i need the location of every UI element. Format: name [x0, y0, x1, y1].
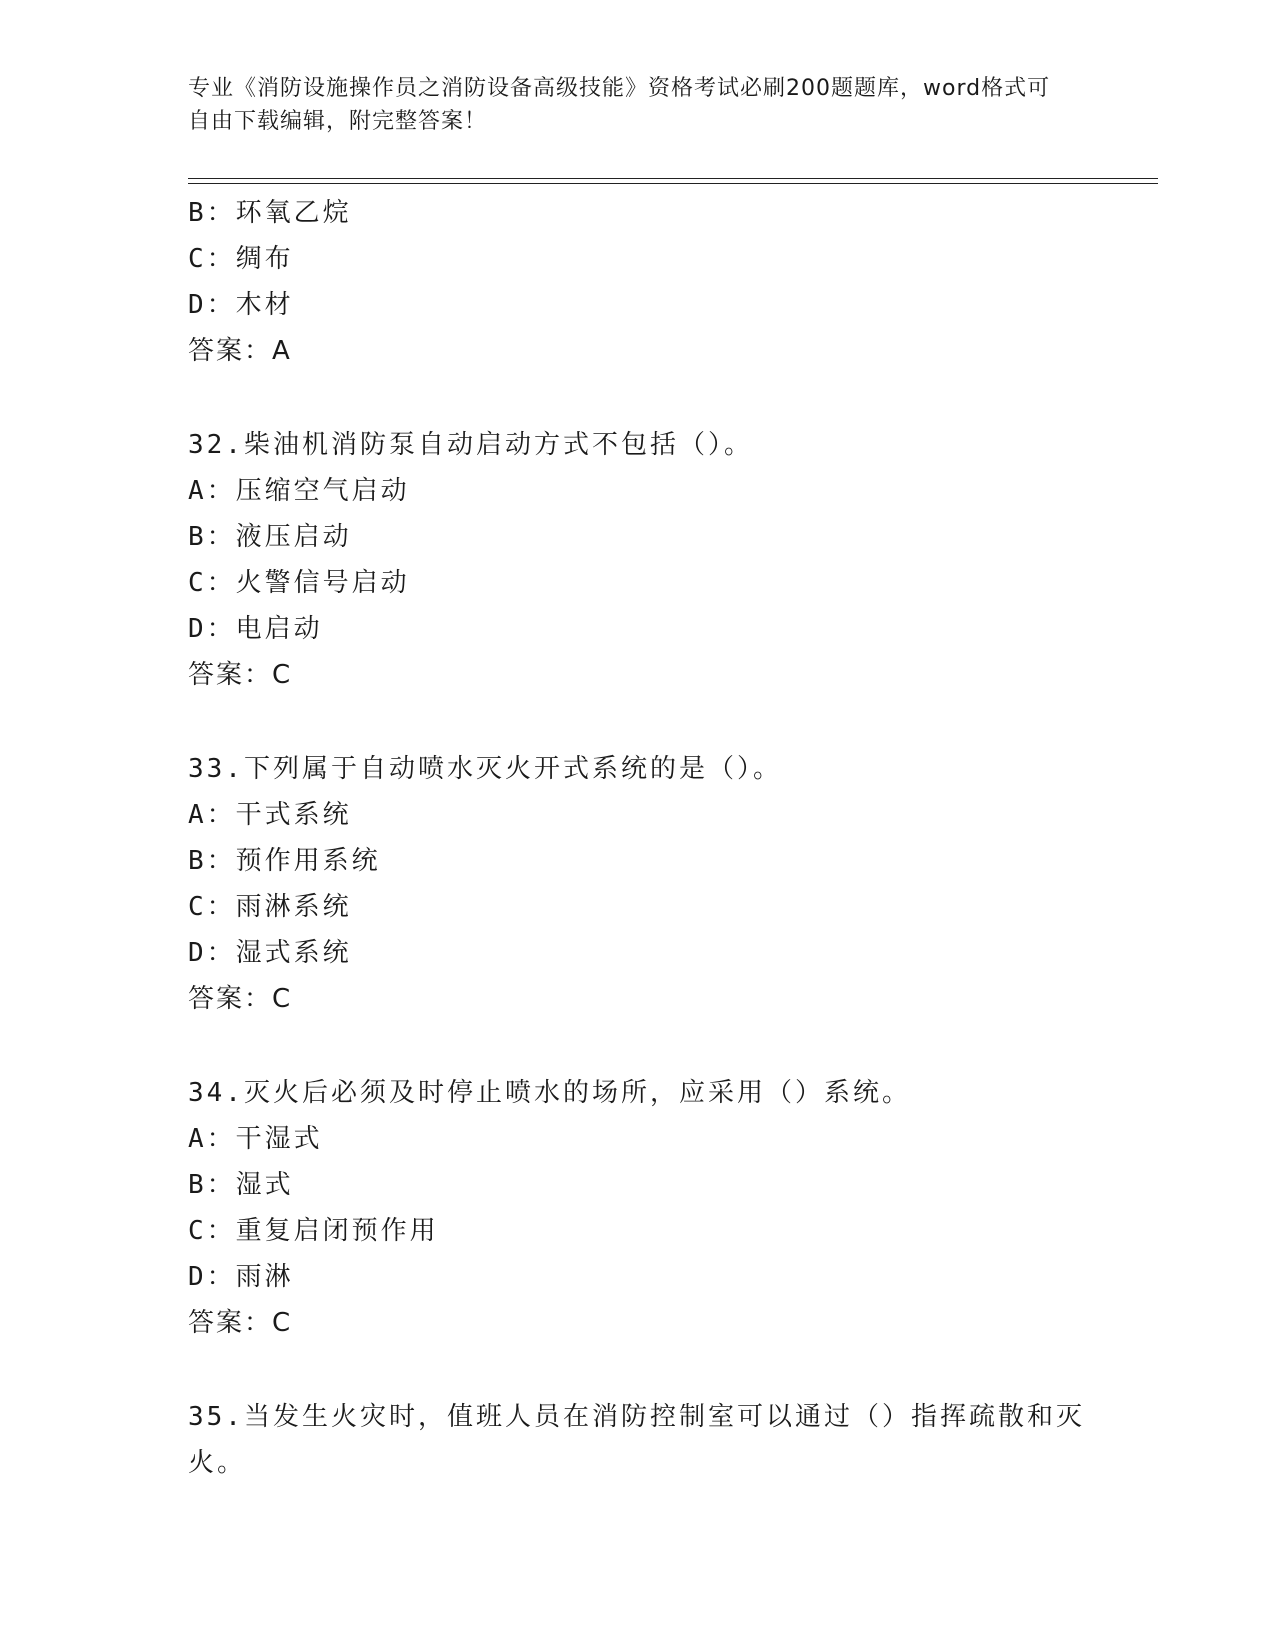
option-c: C：雨淋系统	[188, 892, 352, 922]
option-c: C：火警信号启动	[188, 568, 410, 598]
answer-line: 答案：C	[188, 660, 293, 690]
answer-line: 答案：C	[188, 1308, 293, 1338]
question-block-35	[188, 1394, 1088, 1486]
answer-line: 答案：C	[188, 984, 293, 1014]
option-d: D：雨淋	[188, 1262, 294, 1292]
document-header: 专业《消防设施操作员之消防设备高级技能》资格考试必刷200题题库，word格式可自由下载编辑，附完整答案！	[188, 76, 1051, 134]
option-a: A：干湿式	[188, 1124, 323, 1154]
option-b: B：预作用系统	[188, 846, 381, 876]
answer-line: 答案：A	[188, 336, 292, 366]
option-a: A：干式系统	[188, 800, 352, 830]
question-text: 35.当发生火灾时，值班人员在消防控制室可以通过（）指挥疏散和灭火。	[188, 1402, 1085, 1478]
question-list	[188, 190, 1088, 1486]
option-c: C：重复启闭预作用	[188, 1216, 439, 1246]
question-block-33	[188, 746, 1088, 1022]
option-b: B：湿式	[188, 1170, 294, 1200]
question-block-32	[188, 422, 1088, 698]
question-text: 32.柴油机消防泵自动启动方式不包括（）。	[188, 430, 753, 460]
option-c: C：绸布	[188, 244, 294, 274]
question-text: 34.灭火后必须及时停止喷水的场所，应采用（）系统。	[188, 1078, 911, 1108]
question-block-34	[188, 1070, 1088, 1346]
question-block-31	[188, 190, 1088, 374]
option-a: A：压缩空气启动	[188, 476, 410, 506]
header-divider-bottom	[188, 183, 1158, 184]
option-b: B：环氧乙烷	[188, 198, 352, 228]
option-d: D：木材	[188, 290, 294, 320]
option-d: D：湿式系统	[188, 938, 352, 968]
option-d: D：电启动	[188, 614, 323, 644]
option-b: B：液压启动	[188, 522, 352, 552]
question-text: 33.下列属于自动喷水灭火开式系统的是（）。	[188, 754, 782, 784]
header-divider-top	[188, 178, 1158, 179]
